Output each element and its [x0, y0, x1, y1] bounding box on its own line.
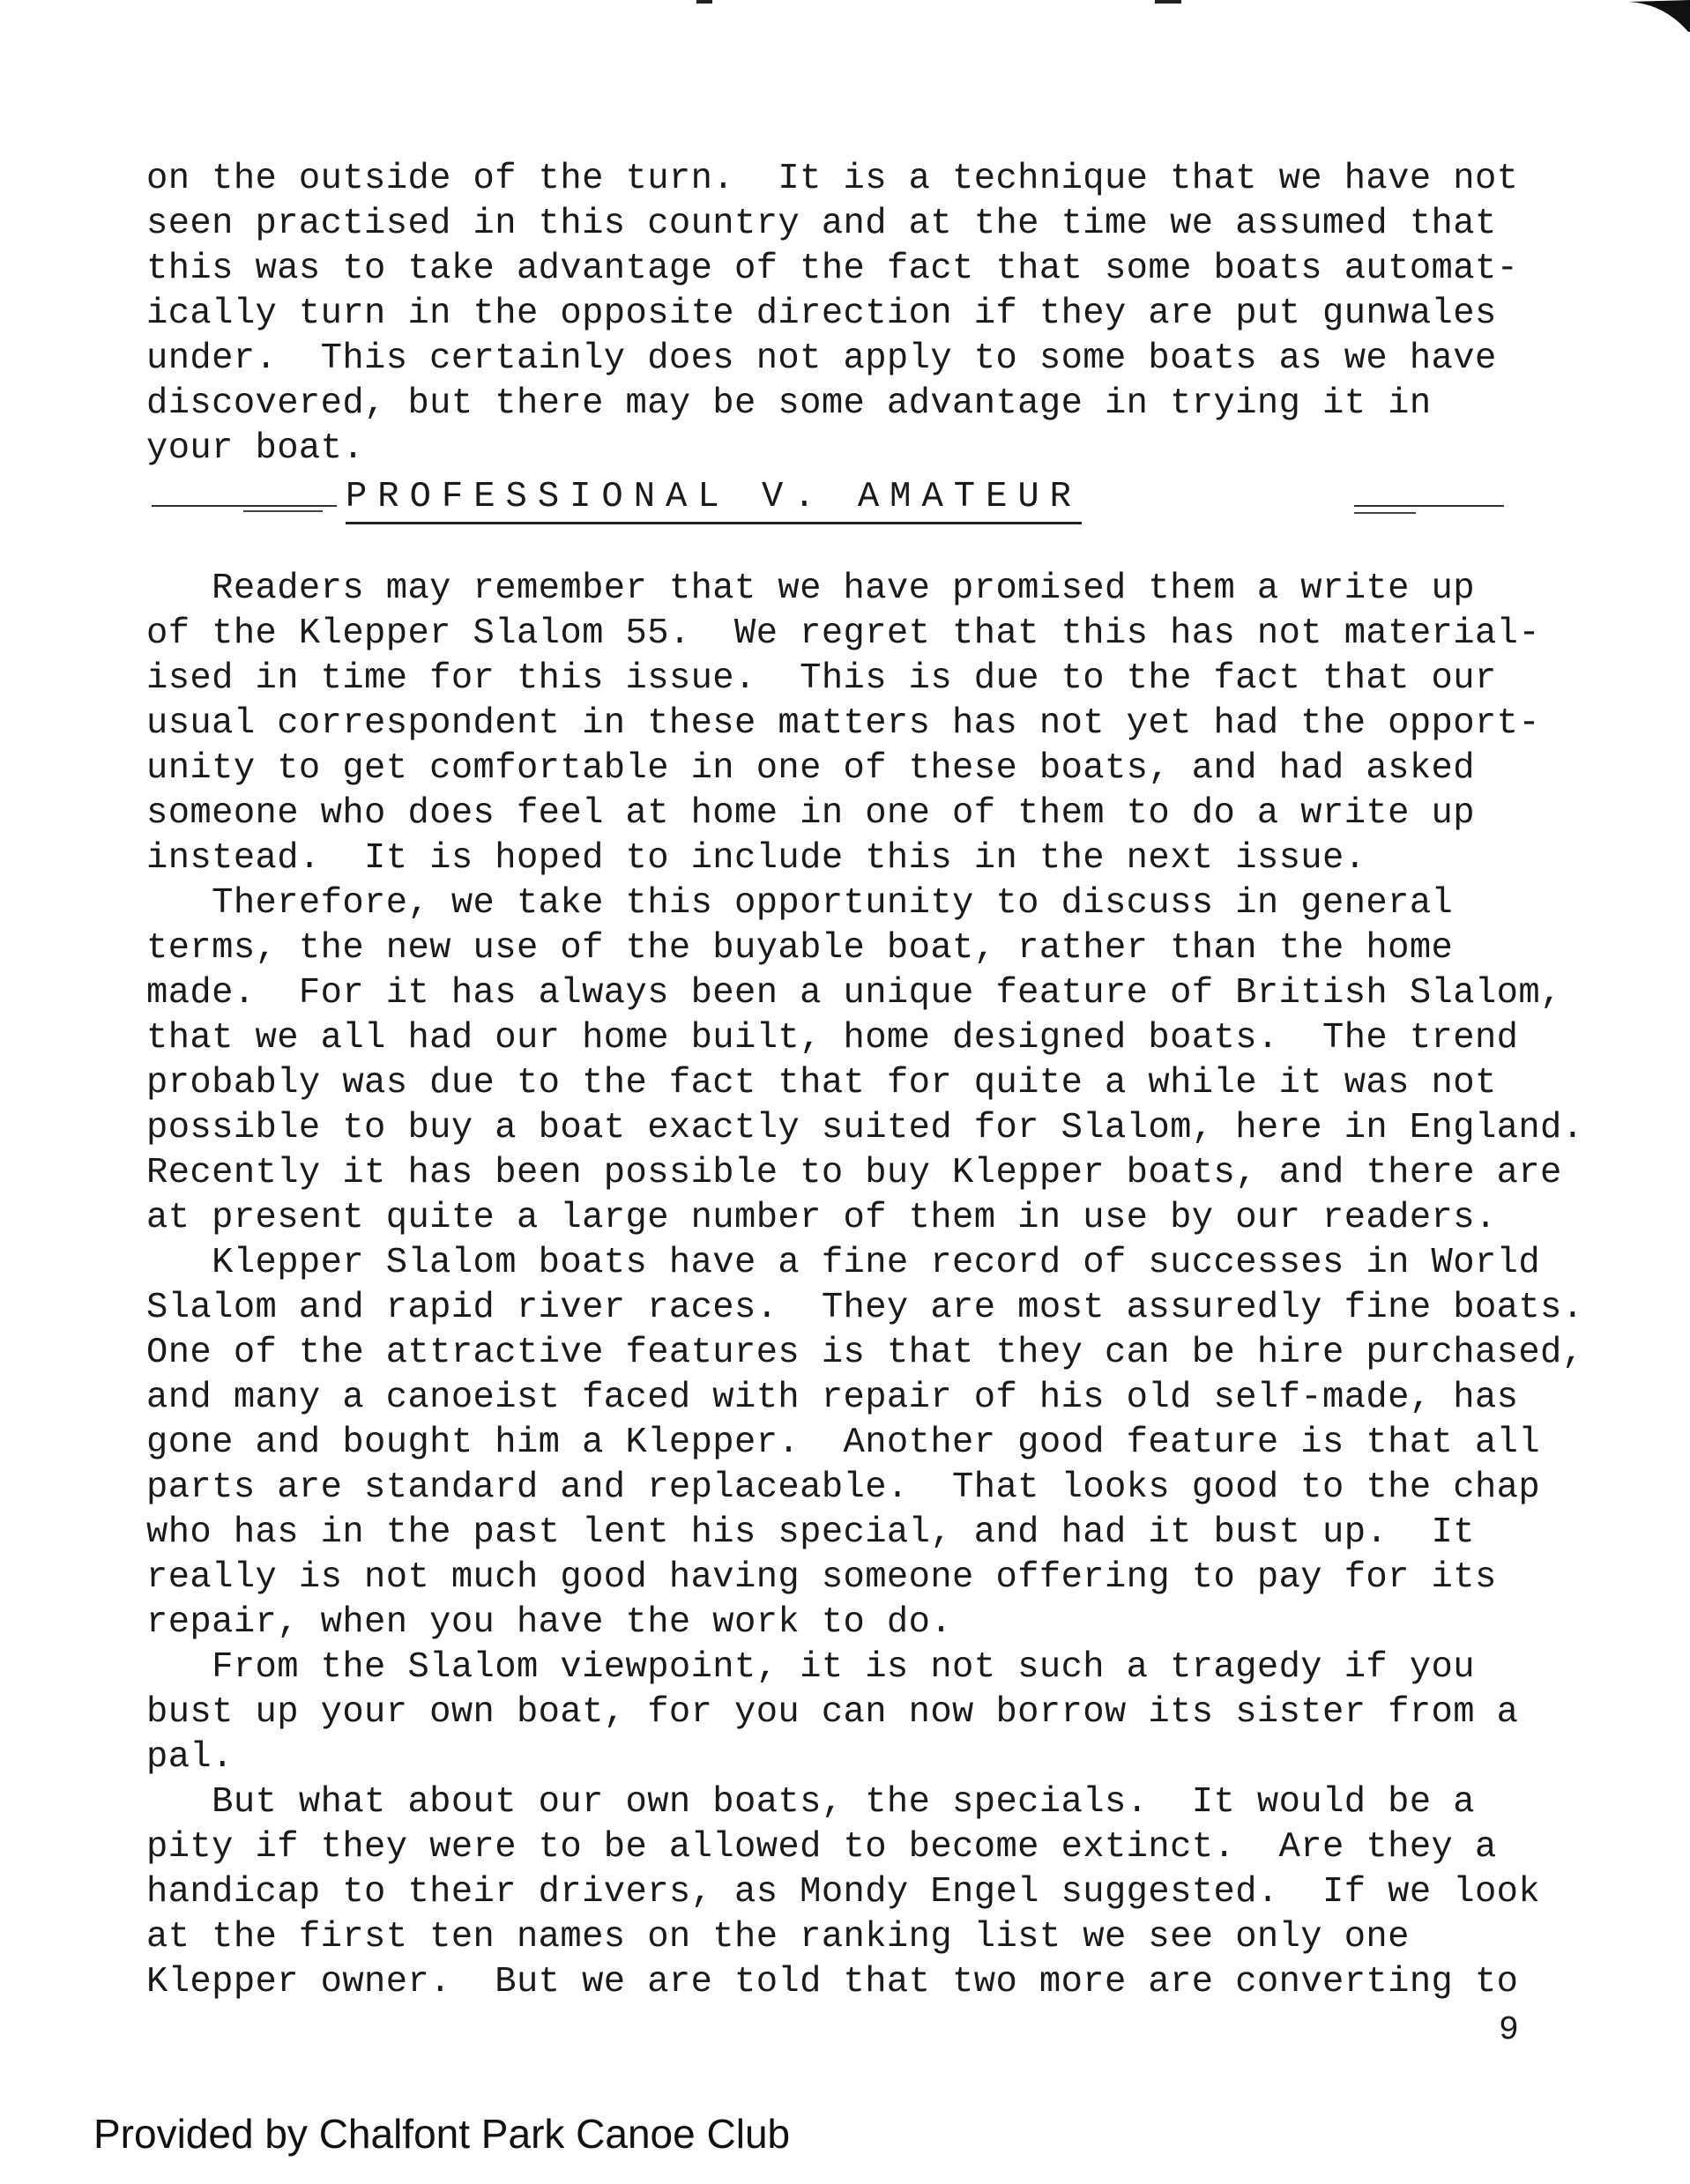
section-heading: PROFESSIONAL V. AMATEUR — [346, 475, 1082, 524]
text-line: of the Klepper Slalom 55. We regret that this has not material- — [146, 613, 1541, 654]
text-line: discovered, but there may be some advantage in trying it in — [146, 383, 1432, 424]
heading-rule-right-double — [1354, 512, 1416, 514]
text-line: Therefore, we take this opportunity to discuss in general — [146, 883, 1454, 924]
text-line: parts are standard and replaceable. That looks good to the chap — [146, 1467, 1541, 1508]
text-line: someone who does feel at home in one of them to do a write up — [146, 793, 1475, 834]
text-line: pity if they were to be allowed to become extinct. Are they a — [146, 1827, 1497, 1868]
text-line: Klepper Slalom boats have a fine record of successes in World — [146, 1243, 1541, 1283]
text-line: on the outside of the turn. It is a technique that we have not — [146, 159, 1519, 199]
text-line: But what about our own boats, the specials. It would be a — [146, 1782, 1475, 1823]
text-line: ised in time for this issue. This is due to the fact that our — [146, 658, 1497, 699]
text-line: repair, when you have the work to do. — [146, 1602, 953, 1643]
article-body — [146, 567, 1592, 2005]
text-line: your boat. — [146, 428, 365, 469]
text-line: handicap to their drivers, as Mondy Engel suggested. If we look — [146, 1872, 1541, 1913]
text-line: that we all had our home built, home designed boats. The trend — [146, 1018, 1519, 1059]
text-line: unity to get comfortable in one of these boats, and had asked — [146, 748, 1475, 789]
heading-rule-left — [152, 505, 337, 507]
text-line: terms, the new use of the buyable boat, rather than the home — [146, 928, 1454, 969]
scan-mark-top — [696, 0, 712, 4]
text-line: seen practised in this country and at the time we assumed that — [146, 204, 1497, 244]
text-line: pal. — [146, 1737, 234, 1778]
text-line: at the first ten names on the ranking list we see only one — [146, 1917, 1410, 1957]
page-corner-mark — [1628, 0, 1690, 35]
text-line: gone and bought him a Klepper. Another good feature is that all — [146, 1423, 1541, 1463]
text-line: at present quite a large number of them in use by our readers. — [146, 1198, 1497, 1238]
text-line: usual correspondent in these matters has not yet had the opport- — [146, 703, 1541, 744]
text-line: Klepper owner. But we are told that two more are converting to — [146, 1962, 1519, 2002]
section-heading-row — [146, 475, 1592, 531]
text-line: bust up your own boat, for you can now borrow its sister from a — [146, 1692, 1519, 1733]
page-number: 9 — [1499, 2011, 1519, 2049]
text-line: Recently it has been possible to buy Klepper boats, and there are — [146, 1153, 1562, 1193]
text-line: probably was due to the fact that for quite a while it was not — [146, 1063, 1497, 1103]
text-line: instead. It is hoped to include this in the next issue. — [146, 838, 1366, 879]
provider-credit: Provided by Chalfont Park Canoe Club — [93, 2111, 791, 2157]
document-page — [146, 157, 1592, 2005]
scan-mark-top-2 — [1155, 0, 1181, 4]
text-line: who has in the past lent his special, and had it bust up. It — [146, 1512, 1475, 1553]
text-line: From the Slalom viewpoint, it is not such a tragedy if you — [146, 1647, 1475, 1688]
text-line: really is not much good having someone offering to pay for its — [146, 1557, 1497, 1598]
text-line: possible to buy a boat exactly suited for Slalom, here in England. — [146, 1108, 1584, 1148]
heading-rule-right — [1354, 505, 1504, 507]
text-line: and many a canoeist faced with repair of his old self-made, has — [146, 1378, 1519, 1418]
text-line: under. This certainly does not apply to some boats as we have — [146, 338, 1497, 379]
paragraph-top — [146, 157, 1592, 472]
text-line: ically turn in the opposite direction if they are put gunwales — [146, 293, 1497, 334]
text-line: One of the attractive features is that they can be hire purchased, — [146, 1333, 1584, 1373]
heading-rule-left-double — [243, 510, 323, 512]
text-line: made. For it has always been a unique feature of British Slalom, — [146, 973, 1562, 1014]
text-line: Slalom and rapid river races. They are most assuredly fine boats. — [146, 1288, 1584, 1328]
text-line: Readers may remember that we have promised them a write up — [146, 568, 1475, 609]
text-line: this was to take advantage of the fact that some boats automat- — [146, 249, 1519, 289]
